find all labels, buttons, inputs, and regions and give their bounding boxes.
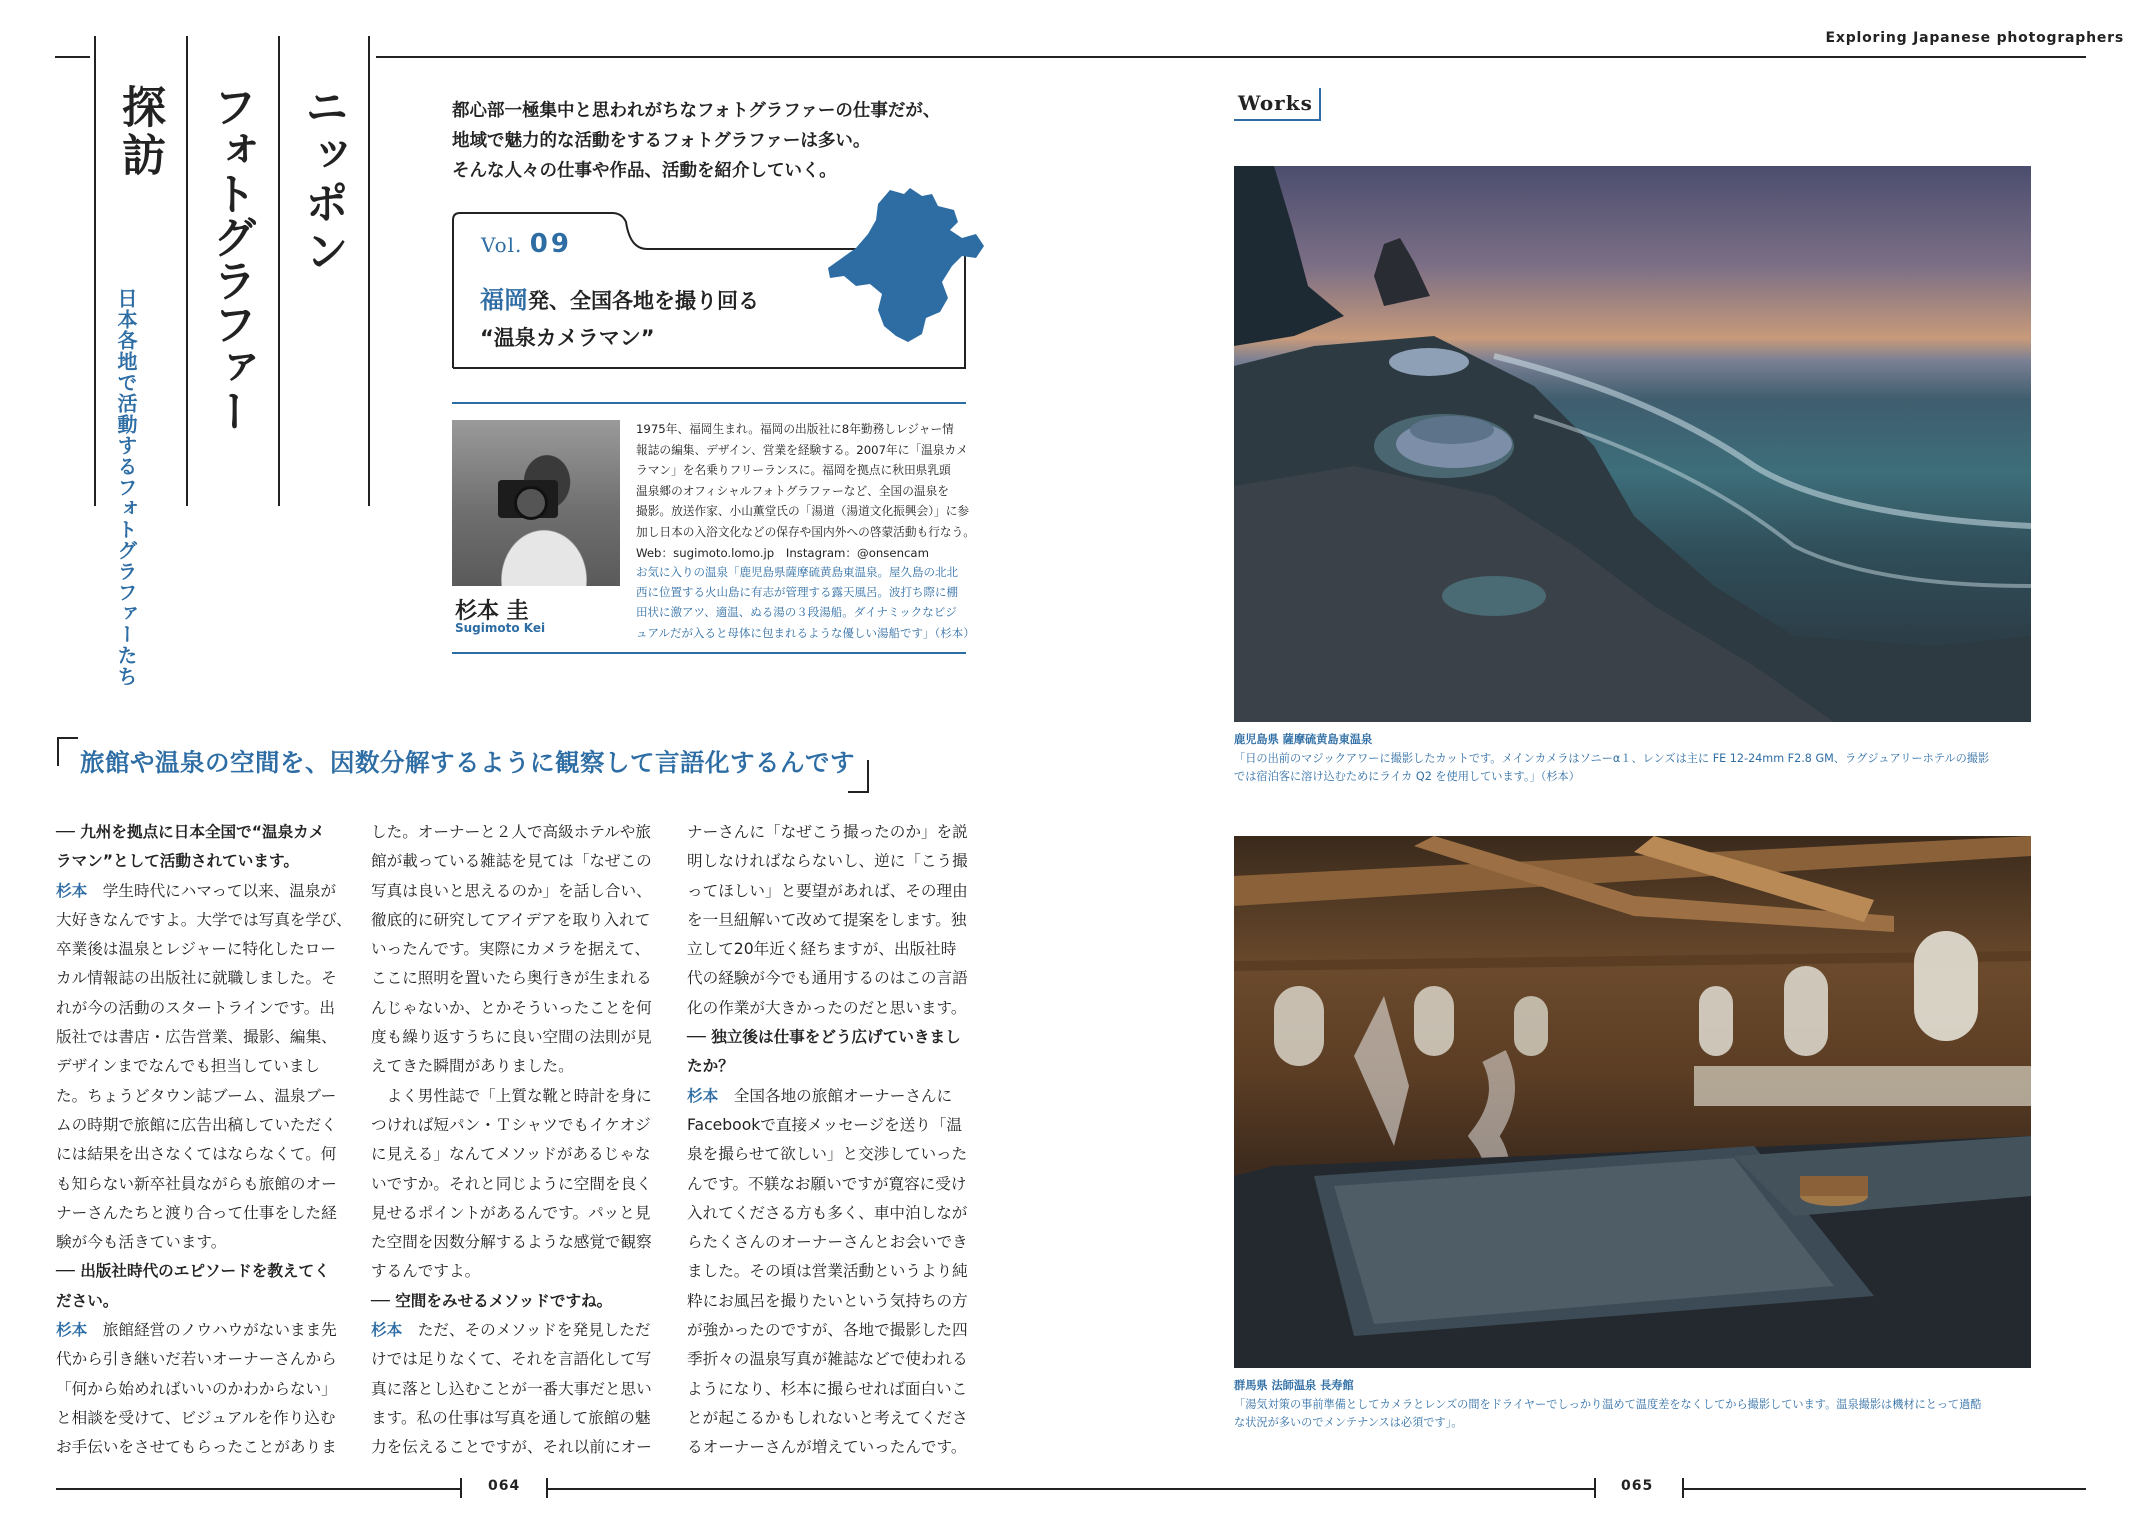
- question-text: ── 空間をみせるメソッドですね。: [371, 1291, 613, 1310]
- body-line: [56, 1375, 338, 1404]
- body-line: [371, 1375, 653, 1404]
- running-header: Exploring Japanese photographers: [1825, 30, 2124, 46]
- answer-text: ただ、そのメソッドを発見しただ: [402, 1321, 651, 1340]
- body-line: [687, 964, 969, 993]
- body-text: には結果を出さなくてはならなくて。何: [56, 1145, 337, 1164]
- body-line: [687, 1375, 969, 1404]
- vol-number: 09: [529, 229, 572, 259]
- body-text: ます。私の仕事は写真を通して旅館の魅: [371, 1408, 651, 1427]
- body-line: [687, 1404, 969, 1433]
- body-line: [56, 1199, 338, 1228]
- body-line: [687, 847, 969, 876]
- body-line: [56, 1345, 338, 1374]
- speaker-name: 杉本: [371, 1321, 403, 1340]
- body-line: [371, 1052, 653, 1081]
- body-line: [687, 935, 969, 964]
- body-text: 写真は良いと思えるのか」を話し合い、: [371, 881, 652, 900]
- question-text: ラマン”として活動されています。: [56, 852, 299, 871]
- body-text: ようになり、杉本に撮らせれば面白いこ: [687, 1379, 968, 1398]
- answer-text: 旅館経営のノウハウがないまま先: [87, 1321, 337, 1340]
- vol-title: [480, 282, 759, 357]
- body-line: [371, 935, 653, 964]
- body-column-1: [56, 818, 352, 1463]
- top-left-rule-short: [55, 56, 90, 58]
- body-text: るオーナーさんが増えていったんです。: [687, 1438, 967, 1457]
- body-text: ムの時期で旅館に広告出稿していただく: [56, 1115, 337, 1134]
- body-text: に見える」なんてメソッドがあるじゃな: [371, 1145, 651, 1164]
- profile-name: 杉本 圭: [455, 599, 529, 624]
- body-line: [56, 935, 338, 964]
- body-line: [371, 906, 653, 935]
- body-line: [371, 1111, 653, 1140]
- body-text: 季折々の温泉写真が雑誌などで使われる: [687, 1350, 968, 1369]
- vol-prefix: Vol.: [481, 233, 523, 257]
- body-line: [371, 1433, 653, 1462]
- body-line: [371, 1345, 653, 1374]
- answer-text: 学生時代にハマって以来、温泉が: [87, 881, 337, 900]
- series-title-photographer: フォトグラファー: [205, 84, 256, 432]
- body-text: よく男性誌で「上質な靴と時計を身に: [371, 1086, 652, 1105]
- photo1-location: 鹿児島県 薩摩硫黄島東温泉: [1234, 733, 1373, 746]
- bio-line: 加し日本の入浴文化などの保存や国内外への啓蒙活動も行なう。: [636, 524, 975, 539]
- bio-line: 1975年、福岡生まれ。福岡の出版社に8年勤務しレジャー情: [636, 422, 954, 436]
- body-line: [371, 818, 653, 847]
- pull-quote: 旅館や温泉の空間を、因数分解するように観察して言語化するんです: [80, 748, 855, 777]
- body-line: [687, 1345, 969, 1374]
- body-column-2: [371, 818, 653, 1463]
- body-text: いですか。それと同じように空間を良く: [371, 1174, 652, 1193]
- photo1-caption-line: 「日の出前のマジックアワーに撮影したカットです。メインカメラはソニーα１、レンズは主に FE 12-24mm F2.8 GM、ラグジュアリーホテルの撮影: [1234, 751, 1990, 765]
- answer-text: 全国各地の旅館オーナーさんに: [718, 1086, 953, 1105]
- body-text: 泉を撮らせて欲しい」と交渉していった: [687, 1145, 968, 1164]
- body-text: と相談を受けて、ビジュアルを作り込む: [56, 1408, 336, 1427]
- bio-web: Web：sugimoto.lomo.jp Instagram：@onsencam: [636, 545, 929, 560]
- lead-line: 地域で魅力的な活動をするフォトグラファーは多い。: [452, 131, 871, 151]
- footer-tick: [1594, 1478, 1596, 1498]
- title-divider-4: [368, 36, 370, 506]
- body-text: えてきた瞬間がありました。: [371, 1057, 574, 1076]
- body-text: 卒業後は温泉とレジャーに特化したロー: [56, 940, 336, 959]
- lead-line: そんな人々の仕事や作品、活動を紹介していく。: [452, 161, 837, 181]
- title-divider-1: [94, 36, 96, 506]
- question-text: たか？: [687, 1057, 734, 1076]
- body-text: Facebookで直接メッセージを送り「温: [687, 1115, 963, 1134]
- body-line: [56, 1228, 338, 1257]
- footer-rule-center: [546, 1488, 1594, 1490]
- body-text: お手伝いをさせてもらったことがありま: [56, 1438, 337, 1457]
- body-text: ました。その頃は営業活動というより純: [687, 1262, 968, 1281]
- body-line: [687, 1228, 969, 1257]
- body-line: [56, 994, 338, 1023]
- speaker-name: 杉本: [56, 881, 88, 900]
- body-column-3: [687, 818, 969, 1463]
- body-text: カル情報誌の出版社に就職しました。そ: [56, 969, 337, 988]
- body-line: [371, 847, 653, 876]
- body-line: [56, 1433, 338, 1462]
- body-text: 験が今も活きています。: [56, 1233, 227, 1252]
- body-text: つければ短パン・Ｔシャツでもイケオジ: [371, 1115, 651, 1134]
- body-line: [56, 877, 338, 906]
- speaker-name: 杉本: [687, 1086, 719, 1105]
- body-line: [687, 1140, 969, 1169]
- body-line: [371, 964, 653, 993]
- body-text: れが今の活動のスタートラインです。出: [56, 998, 335, 1017]
- vol-label: [481, 229, 572, 259]
- series-subtitle: 日本各地で活動するフォトグラファーたち: [114, 288, 138, 687]
- quote-bracket-open: [56, 736, 80, 768]
- favorite-line: お気に入りの温泉「鹿児島県薩摩硫黄島東温泉。屋久島の北北: [636, 565, 958, 579]
- body-line: [56, 906, 352, 935]
- body-line: [687, 818, 969, 847]
- interview-question-line: [687, 1052, 969, 1081]
- body-line: [371, 1404, 653, 1433]
- body-line: [371, 1257, 653, 1286]
- body-line: [371, 1170, 653, 1199]
- body-line: [56, 1082, 338, 1111]
- bio-line: 撮影。放送作家、小山薫堂氏の「湯道（湯道文化振興会）」に参: [636, 504, 970, 519]
- title-divider-2: [186, 36, 188, 506]
- profile-bio: [636, 419, 975, 563]
- body-text: ってほしい」と要望があれば、その理由: [687, 881, 968, 900]
- body-text: 明しなければならないし、逆に「こう撮: [687, 852, 968, 871]
- body-text: 版社では書店・広告営業、撮影、編集、: [56, 1028, 337, 1047]
- body-line: [371, 994, 653, 1023]
- interview-question-line: [371, 1287, 653, 1316]
- body-line: [371, 1199, 653, 1228]
- favorite-line: 西に位置する火山島に有志が管理する露天風呂。波打ち際に棚: [636, 585, 958, 600]
- footer-tick: [460, 1478, 462, 1498]
- photo1-caption-line: では宿泊客に溶け込むためにライカ Q2 を使用しています。」（杉本）: [1234, 770, 1580, 783]
- body-line: [56, 1111, 338, 1140]
- photo2-caption-line: 「湯気対策の事前準備としてカメラとレンズの間をドライヤーでしっかり温めて温度差をなくしてから撮影しています。温泉撮影は機材にとって過酷: [1234, 1397, 1982, 1411]
- photo2-caption-line: な状況が多いのでメンテナンスは必須です」。: [1234, 1416, 1463, 1429]
- body-line: [687, 1199, 969, 1228]
- body-text: とが起こるかもしれないと考えてくださ: [687, 1408, 968, 1427]
- body-text: 真に落とし込むことが一番大事だと思い: [371, 1379, 652, 1398]
- body-line: [371, 877, 653, 906]
- vol-prefecture: 福岡: [480, 286, 528, 314]
- body-text: た。ちょうどタウン誌ブーム、温泉ブー: [56, 1086, 337, 1105]
- body-text: んじゃないか、とかそういったことを何: [371, 998, 652, 1017]
- vol-title-rest: 発、全国各地を撮り回る: [528, 289, 759, 313]
- body-line: [687, 1111, 969, 1140]
- profile-top-rule: [452, 402, 966, 404]
- body-line: [687, 906, 969, 935]
- body-text: 大好きなんですよ。大学では写真を学び、: [56, 910, 352, 929]
- body-text: ナーさんに「なぜこう撮ったのか」を説: [687, 823, 968, 841]
- body-line: [56, 964, 338, 993]
- body-line: [687, 1316, 969, 1345]
- body-text: んです。不躾なお願いですが寛容に受け: [687, 1174, 967, 1193]
- bio-line: 温泉郷のオフィシャルフォトグラファーなど、全国の温泉を: [636, 483, 949, 498]
- lens-shape: [514, 486, 548, 520]
- question-text: ── 出版社時代のエピソードを教えてく: [56, 1262, 330, 1281]
- lead-line: 都心部一極集中と思われがちなフォトグラファーの仕事だが、: [452, 101, 941, 121]
- question-text: ── 九州を拠点に日本全国で“温泉カメ: [56, 823, 325, 841]
- lead-text: [452, 96, 972, 186]
- profile-name-en: Sugimoto Kei: [455, 621, 546, 635]
- body-line: [56, 1316, 338, 1345]
- body-text: 「何から始めればいいのかわからない」: [56, 1379, 337, 1398]
- profile-favorite: [636, 562, 975, 643]
- body-text: ここに照明を置いたら奥行きが生まれる: [371, 969, 652, 988]
- body-line: [371, 1228, 653, 1257]
- body-text: も知らない新卒社員ながらも旅館のオー: [56, 1174, 337, 1193]
- photo2-location: 群馬県 法師温泉 長寿館: [1234, 1379, 1354, 1392]
- body-line: [371, 1082, 653, 1111]
- question-text: ださい。: [56, 1291, 119, 1310]
- body-line: [687, 1257, 969, 1286]
- photo-hoshi-onsen-chojukan: [1234, 836, 2031, 1368]
- body-line: [56, 1140, 338, 1169]
- body-line: [371, 1316, 653, 1345]
- body-text: 代から引き継いだ若いオーナーさんから: [56, 1350, 337, 1369]
- body-text: 度も繰り返すうちに良い空間の法則が見: [371, 1028, 652, 1047]
- body-text: 見せるポイントがあるんです。パッと見: [371, 1203, 651, 1222]
- body-text: するんですよ。: [371, 1262, 481, 1281]
- bathhouse-illustration: [1234, 836, 2031, 1368]
- page-number-right: 065: [1621, 1478, 1654, 1494]
- photo-satsuma-iojima-onsen: [1234, 166, 2031, 722]
- body-line: [56, 1170, 338, 1199]
- fukuoka-map-icon: [826, 186, 986, 346]
- body-text: 粋にお風呂を撮りたいという気持ちの方: [687, 1291, 968, 1310]
- favorite-line: 田状に激アツ、適温、ぬる湯の３段湯船。ダイナミックなビジ: [636, 605, 957, 620]
- interview-question-line: [687, 1023, 969, 1052]
- body-text: 入れてくださる方も多く、車中泊しなが: [687, 1203, 968, 1222]
- body-text: が強かったのですが、各地で撮影した四: [687, 1321, 968, 1340]
- body-text: 代の経験が今でも通用するのはこの言語: [687, 969, 968, 988]
- body-text: た空間を因数分解するような感覚で観察: [371, 1233, 652, 1252]
- page-number-left: 064: [488, 1478, 521, 1494]
- top-rule: [376, 56, 2086, 58]
- body-text: らたくさんのオーナーさんとお会いでき: [687, 1233, 968, 1252]
- series-title-tanbo: 探訪: [114, 84, 165, 180]
- body-line: [687, 877, 969, 906]
- body-line: [56, 1052, 338, 1081]
- body-line: [371, 1140, 653, 1169]
- works-frame: [1232, 86, 1324, 124]
- footer-rule-right: [1682, 1488, 2086, 1490]
- interview-question-line: [56, 818, 338, 847]
- body-text: ナーさんたちと渡り合って仕事をした経: [56, 1203, 337, 1222]
- interview-question-line: [56, 1257, 338, 1286]
- body-text: 力を伝えることですが、それ以前にオー: [371, 1438, 652, 1457]
- profile-photo: [452, 420, 620, 586]
- interview-question-line: [56, 847, 338, 876]
- body-line: [687, 1433, 969, 1462]
- body-text: 立して20年近く経ちますが、出版社時: [687, 940, 957, 959]
- favorite-line: ュアルだが入ると母体に包まれるような優しい湯船です」（杉本）: [636, 625, 975, 640]
- body-line: [687, 1287, 969, 1316]
- body-text: デザインまでなんでも担当していまし: [56, 1057, 321, 1076]
- series-title-nippon: ニッポン: [297, 84, 348, 276]
- quote-bracket-close: [846, 758, 870, 794]
- body-text: いったんです。実際にカメラを据えて、: [371, 940, 651, 959]
- body-text: を一旦紐解いて改めて提案をします。独: [687, 910, 967, 929]
- works-label: Works: [1238, 91, 1313, 115]
- body-text: 徹底的に研究してアイデアを取り入れて: [371, 910, 651, 929]
- seaside-illustration: [1234, 166, 2031, 722]
- body-text: けでは足りなくて、それを言語化して写: [371, 1350, 652, 1369]
- vol-title-line2: “温泉カメラマン”: [480, 326, 655, 350]
- footer-rule-left: [56, 1488, 460, 1490]
- question-text: ── 独立後は仕事をどう広げていきまし: [687, 1028, 961, 1047]
- body-text: 化の作業が大きかったのだと思います。: [687, 998, 967, 1017]
- interview-question-line: [56, 1287, 338, 1316]
- bio-line: ラマン」を名乗りフリーランスに。福岡を拠点に秋田県乳頭: [636, 463, 951, 478]
- photo1-caption: [1234, 731, 1989, 787]
- profile-bottom-rule: [452, 652, 966, 654]
- body-text: 館が載っている雑誌を見ては「なぜこの: [371, 852, 652, 871]
- body-text: した。オーナーと２人で高級ホテルや旅: [371, 823, 651, 841]
- body-line: [56, 1404, 338, 1433]
- body-line: [371, 1023, 653, 1052]
- body-line: [687, 1170, 969, 1199]
- bio-line: 報誌の編集、デザイン、営業を経験する。2007年に「温泉カメ: [636, 442, 968, 457]
- body-line: [687, 1082, 969, 1111]
- title-divider-3: [278, 36, 280, 506]
- body-line: [687, 994, 969, 1023]
- body-line: [56, 1023, 338, 1052]
- photo2-caption: [1234, 1377, 1982, 1433]
- speaker-name: 杉本: [56, 1321, 88, 1340]
